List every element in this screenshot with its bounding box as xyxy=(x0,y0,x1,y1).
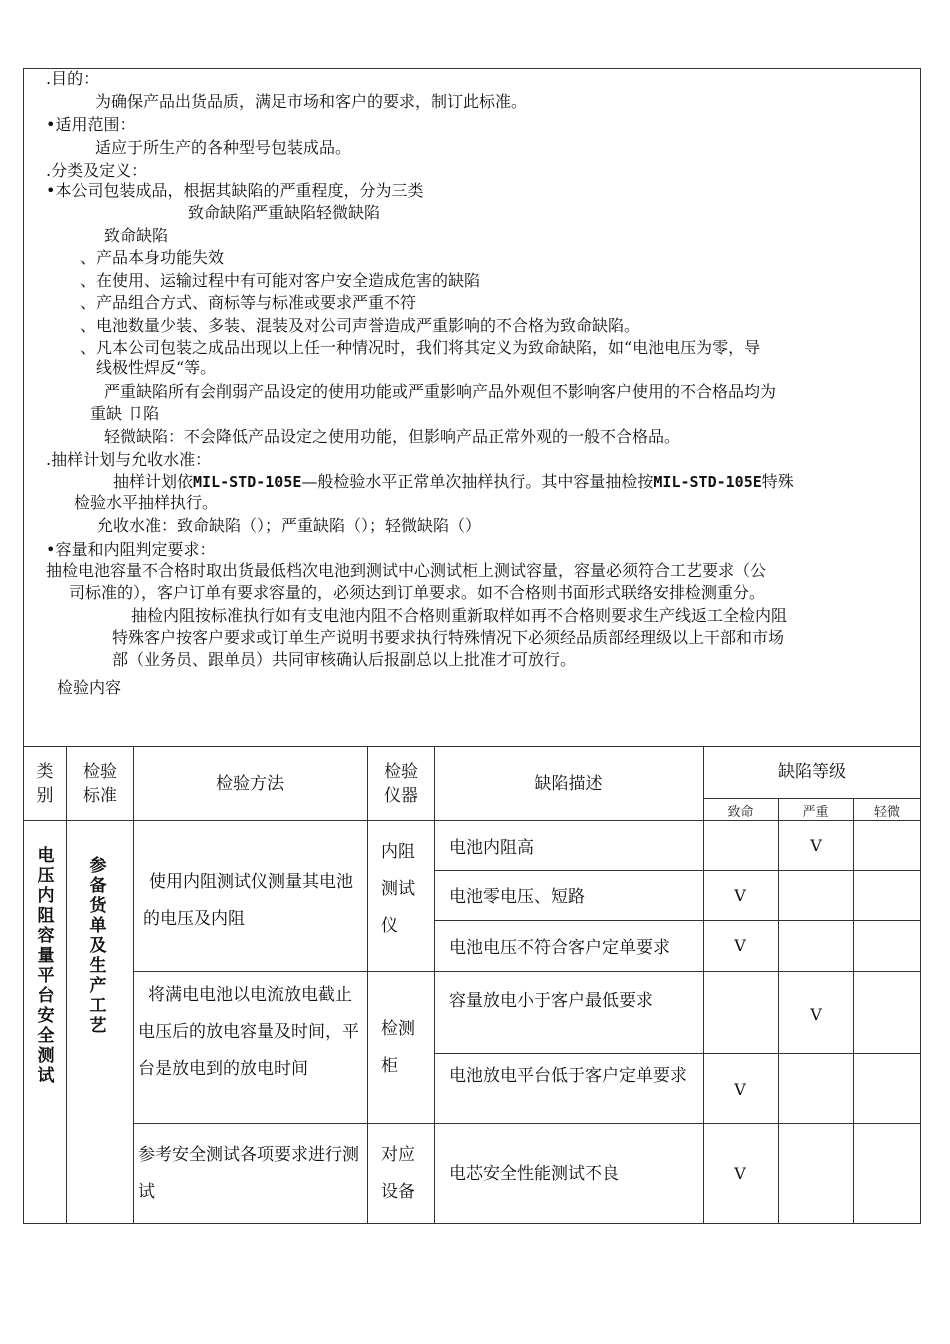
header-fatal: 致命 xyxy=(727,805,754,820)
standard-cell: 参备货单及生产工艺 xyxy=(89,856,107,1036)
capacity-text-cont: 司标准的），客户订单有要求容量的，必须达到订单要求。如不合格则书面形式联络安排检测重分。 xyxy=(69,583,766,602)
header-instrument: 检验仪器 xyxy=(384,762,418,806)
method-cell: 将满电电池以电流放电截止电压后的放电容量及时间，平台是放电到的放电时间 xyxy=(138,985,359,1079)
method-cell: 使用内阻测试仪测量其电池的电压及内阻 xyxy=(143,872,353,929)
fatal-defect-heading: 致命缺陷 xyxy=(104,226,169,245)
section-classification-heading: .分类及定义： xyxy=(46,161,148,180)
defect-cell: 电芯安全性能测试不良 xyxy=(449,1164,619,1184)
instrument-cell: 对应设备 xyxy=(381,1145,415,1202)
scope-text: 适应于所生产的各种型号包装成品。 xyxy=(95,138,352,157)
table-top-border xyxy=(23,746,921,747)
purpose-text: 为确保产品出货品质，满足市场和客户的要求，制订此标准。 xyxy=(95,92,528,111)
section-sampling-heading: .抽样计划与允收水准： xyxy=(46,450,212,469)
group-line xyxy=(133,971,921,972)
defect-cell: 容量放电小于客户最低要求 xyxy=(449,991,653,1011)
major-defect-cont: 重缺 卩陷 xyxy=(90,404,160,423)
method-cell: 参考安全测试各项要求进行测试 xyxy=(138,1145,359,1202)
instrument-cell: 内阻测试仪 xyxy=(381,842,415,936)
classification-intro: •本公司包装成品，根据其缺陷的严重程度，分为三类 xyxy=(46,181,424,200)
col-line xyxy=(434,746,435,1224)
header-minor: 轻微 xyxy=(873,805,900,820)
header-defect: 缺陷描述 xyxy=(534,774,603,794)
fatal-item: 、凡本公司包装之成品出现以上任一种情况时，我们将其定义为致命缺陷，如“电池电压为零，导 xyxy=(80,338,761,357)
col-line xyxy=(133,746,134,1224)
defect-cell: 电池放电平台低于客户定单要求 xyxy=(449,1066,687,1086)
row-line xyxy=(434,870,921,871)
sampling-text-c: —般检验水平正常单次抽样执行。其中容量抽检按 xyxy=(301,472,654,491)
acceptance-levels: 允收水准：致命缺陷（）；严重缺陷（）；轻微缺陷（） xyxy=(97,516,482,535)
fatal-item: 、产品组合方式、商标等与标准或要求严重不符 xyxy=(80,293,417,312)
sampling-text-cont: 检验水平抽样执行。 xyxy=(74,493,219,512)
grade-mark: V xyxy=(734,1164,746,1183)
section-purpose-heading: .目的： xyxy=(46,69,100,88)
col-line xyxy=(853,798,854,1224)
group-line xyxy=(133,1123,921,1124)
col-line xyxy=(367,746,368,1224)
header-major: 严重 xyxy=(802,805,829,820)
row-line xyxy=(434,920,921,921)
sampling-text xyxy=(113,471,794,493)
resistance-text-cont: 特殊客户按客户要求或订单生产说明书要求执行特殊情况下必须经品质部经理级以上干部和市场 xyxy=(112,628,785,647)
major-defect-text: 严重缺陷所有会削弱产品设定的使用功能或严重影响产品外观但不影响客户使用的不合格品均为 xyxy=(104,382,777,401)
fatal-item: 、产品本身功能失效 xyxy=(80,248,225,267)
header-standard: 检验标准 xyxy=(83,762,117,806)
sampling-text-e: 特殊 xyxy=(761,472,794,491)
defect-cell: 电池零电压、短路 xyxy=(449,887,585,907)
fatal-item: 、在使用、运输过程中有可能对客户安全造成危害的缺陷 xyxy=(80,271,481,290)
defect-cell: 电池电压不符合客户定单要求 xyxy=(449,938,670,958)
standard-code: MIL-STD-105E xyxy=(653,473,762,491)
section-capacity-heading: •容量和内阻判定要求： xyxy=(46,540,216,559)
sampling-text-a: 抽样计划依 xyxy=(113,472,194,491)
minor-defect-text: 轻微缺陷：不会降低产品设定之使用功能，但影响产品正常外观的一般不合格品。 xyxy=(104,427,681,446)
grade-mark: V xyxy=(734,886,746,905)
capacity-text: 抽检电池容量不合格时取出货最低档次电池到测试中心测试柜上测试容量，容量必须符合工艺要求（公 xyxy=(46,561,767,580)
defect-types: 致命缺陷严重缺陷轻微缺陷 xyxy=(188,203,381,222)
standard-code: MIL-STD-105E xyxy=(193,473,302,491)
grade-subheader-line xyxy=(703,798,921,799)
fatal-item: 、电池数量少装、多装、混装及对公司声誉造成严重影响的不合格为致命缺陷。 xyxy=(80,316,641,335)
section-scope-heading: •适用范围： xyxy=(46,115,136,134)
resistance-text: 抽检内阻按标准执行如有支电池内阻不合格则重新取样如再不合格则要求生产线返工全检内阻 xyxy=(131,606,788,625)
header-grade: 缺陷等级 xyxy=(778,762,846,782)
fatal-item-cont: 线极性焊反“等。 xyxy=(96,358,217,377)
defect-cell: 电池内阻高 xyxy=(449,838,534,858)
row-line xyxy=(434,1053,921,1054)
grade-mark: V xyxy=(810,836,822,855)
header-category: 类别 xyxy=(36,762,54,806)
instrument-cell: 检测柜 xyxy=(381,1019,415,1076)
header-method: 检验方法 xyxy=(216,774,284,794)
col-line xyxy=(66,746,67,1224)
grade-mark: V xyxy=(810,1005,822,1024)
category-cell: 电压内阻容量平台安全测试 xyxy=(37,846,55,1086)
grade-mark: V xyxy=(734,1080,746,1099)
inspection-content-label: 检验内容 xyxy=(57,678,122,697)
grade-mark: V xyxy=(734,936,746,955)
resistance-text-cont: 部（业务员、跟单员）共同审核确认后报副总以上批准才可放行。 xyxy=(112,650,577,669)
col-line xyxy=(778,798,779,1224)
